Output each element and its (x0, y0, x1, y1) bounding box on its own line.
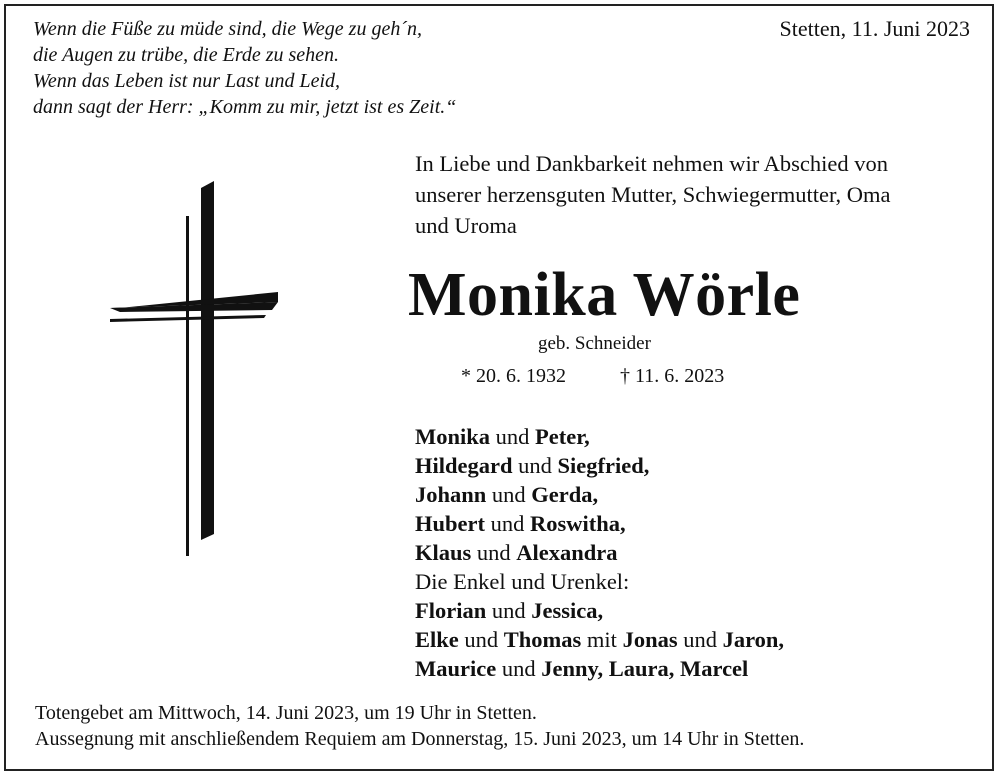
mourner-name: Alexandra (516, 540, 618, 565)
mourner-name: Roswitha, (530, 511, 626, 536)
deceased-name: Monika Wörle (408, 261, 801, 329)
connector-text: und (512, 453, 558, 478)
mourner-line (415, 480, 784, 509)
poem (33, 16, 456, 120)
connector-text: Die Enkel und Urenkel: (415, 569, 630, 594)
poem-line: dann sagt der Herr: „Komm zu mir, jetzt ist es Zeit.“ (33, 96, 457, 118)
intro-line: unserer herzensguten Mutter, Schwiegermutter, Oma (415, 182, 891, 207)
mourner-name: Johann (415, 482, 487, 507)
mourner-name: Maurice (415, 656, 497, 681)
intro-text (415, 148, 891, 241)
connector-text: und (485, 511, 530, 536)
mourner-line (415, 596, 784, 625)
mourner-name: Gerda, (531, 482, 599, 507)
mourner-line (415, 451, 784, 480)
mourner-name: Peter, (535, 424, 590, 449)
mourner-name: Jaron, (722, 627, 785, 652)
intro-line: und Uroma (415, 213, 517, 238)
connector-text: und (486, 482, 532, 507)
connector-text: und (677, 627, 723, 652)
mourner-line (415, 625, 784, 654)
place-date: Stetten, 11. Juni 2023 (779, 16, 970, 41)
service-info (35, 700, 804, 752)
mourner-line (415, 567, 784, 596)
connector-text: und (496, 656, 542, 681)
mourner-name: Jessica, (531, 598, 604, 623)
mourner-name: Jenny, Laura, Marcel (541, 656, 749, 681)
cross-icon (106, 178, 282, 560)
mourner-name: Hubert (415, 511, 485, 536)
birth-date: * 20. 6. 1932 (461, 365, 566, 387)
mourner-line (415, 422, 784, 451)
mourner-name: Siegfried, (557, 453, 650, 478)
mourner-name: Florian (415, 598, 487, 623)
service-line: Totengebet am Mittwoch, 14. Juni 2023, um 19 Uhr in Stetten. (35, 702, 537, 724)
intro-line: In Liebe und Dankbarkeit nehmen wir Abschied von (415, 151, 888, 176)
service-line: Aussegnung mit anschließendem Requiem am Donnerstag, 15. Juni 2023, um 14 Uhr in Stetten. (35, 728, 805, 750)
poem-line: Wenn das Leben ist nur Last und Leid, (33, 70, 341, 92)
mourner-name: Klaus (415, 540, 472, 565)
death-date: † 11. 6. 2023 (620, 365, 725, 387)
mourner-line (415, 654, 784, 683)
mourner-line (415, 538, 784, 567)
mourner-name: Jonas (622, 627, 678, 652)
maiden-name: geb. Schneider (538, 333, 651, 354)
connector-text: und (458, 627, 504, 652)
mourners-list (415, 422, 784, 683)
connector-text: und (486, 598, 532, 623)
mourner-name: Thomas (503, 627, 582, 652)
connector-text: mit (581, 627, 623, 652)
mourner-name: Elke (415, 627, 459, 652)
connector-text: und (471, 540, 517, 565)
mourner-name: Monika (415, 424, 491, 449)
mourner-name: Hildegard (415, 453, 513, 478)
connector-text: und (490, 424, 536, 449)
poem-line: Wenn die Füße zu müde sind, die Wege zu geh´n, (33, 18, 423, 40)
mourner-line (415, 509, 784, 538)
poem-line: die Augen zu trübe, die Erde zu sehen. (33, 44, 340, 66)
